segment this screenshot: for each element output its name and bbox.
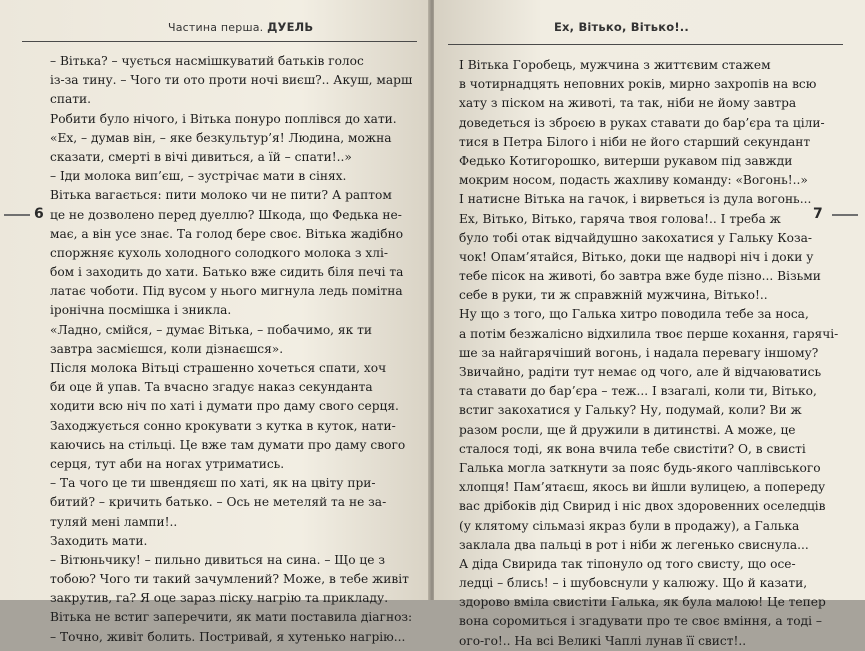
text-line: каючись на стільці. Це вже там думати про даму свого — [50, 437, 406, 452]
text-line: А діда Свирида так тіпонуло од того свисту, що осе- — [459, 556, 796, 571]
text-line: Федько Котигорошко, витерши рукавом під завжди — [459, 153, 793, 168]
text-line: Вітька не встиг заперечити, як мати поставила діагноз: — [50, 610, 413, 625]
text-line: тобою? Чого ти такий зачумлений? Може, в тебе живіт — [50, 572, 409, 587]
text-line: вона соромиться і згадувати про те своє вміння, а тоді – — [459, 614, 822, 629]
text-line: заклала два пальці в рот і ніби ж легенько свиснула... — [459, 537, 809, 552]
running-head-title: Ех, Вітько, Вітько!.. — [554, 20, 689, 34]
text-line: ходити всю ніч по хаті і думати про даму свого серця. — [50, 399, 399, 414]
header-rule — [448, 44, 843, 45]
text-line: ледці – блись! – і шубовснули у калюжу. Що й казати, — [459, 576, 808, 591]
text-line: хлопця! Пам’ятаєш, якось ви йшли вулицею, а попереду — [459, 480, 826, 495]
running-head-part: Частина перша. — [168, 21, 264, 34]
text-line: себе в руки, ти ж справжній мужчина, Вітько!.. — [459, 288, 768, 303]
left-body-text — [50, 52, 413, 647]
text-line: мокрим носом, подасть жахливу команду: «Вогонь!..» — [459, 173, 808, 188]
text-line: а потім безжалісно відхилила твоє перше кохання, гарячі- — [459, 326, 839, 341]
text-line: серця, тут аби на ногах утриматись. — [50, 456, 285, 471]
text-line: чок! Опам’ятайся, Вітько, доки ще надворі ніч і доки у — [459, 249, 814, 264]
text-line: – Вітька? – чується насмішкуватий батьків голос — [50, 54, 364, 68]
text-line: (у клятому сільмазі якраз були в продажу), а Галька — [459, 518, 800, 533]
text-line: ого-го!.. На всі Великі Чаплі лунав її свист!.. — [459, 633, 747, 648]
left-page — [0, 0, 430, 644]
text-line: в чотирнадцять неповних років, мирно захропів на всю — [459, 77, 817, 92]
text-line: би оце й упав. Та вчасно згадує наказ секунданта — [50, 380, 373, 395]
text-line: туляй мені лампи!.. — [50, 514, 178, 529]
text-line: – Іди молока вип’єш, – зустрічає мати в сінях. — [50, 169, 347, 184]
text-line: завтра засмієшся, коли дізнаєшся». — [50, 341, 284, 356]
page-number-dash — [4, 214, 30, 216]
text-line: спати. — [50, 92, 91, 107]
text-line: І натисне Вітька на гачок, і вирветься із дула вогонь... — [459, 192, 812, 207]
text-line: І Вітька Горобець, мужчина з життєвим стажем — [459, 58, 771, 72]
text-line: ше за найгарячіший вогонь, і надала перевагу іншому? — [459, 345, 819, 360]
text-line: Ех, Вітько, Вітько, гаряча твоя голова!.. І треба ж — [459, 211, 781, 226]
page-number: 7 — [813, 206, 823, 222]
text-line: «Ех, – думав він, – яке безкультур’я! Людина, можна — [50, 130, 392, 145]
text-line: разом росли, ще й дружили в дитинстві. А може, це — [459, 422, 796, 437]
text-line: було тобі отак відчайдушно закохатися у Гальку Коза- — [459, 230, 813, 245]
text-line: хату з піском на животі, та так, ніби не йому завтра — [459, 96, 797, 111]
text-line: доведеться із зброєю в руках ставати до бар’єра та ціли- — [459, 115, 825, 130]
text-line: тебе пісок на животі, бо завтра вже буде пізно... Візьми — [459, 269, 821, 284]
text-line: сказати, смерті в вічі дивиться, а їй – спати!..» — [50, 149, 352, 164]
text-line: споржняє кухоль холодного солодкого молока з хлі- — [50, 245, 389, 260]
running-head-title: ДУЕЛЬ — [267, 20, 314, 34]
text-line: – Вітюньчику! – пильно дивиться на сина. – Що це з — [50, 552, 385, 567]
left-running-head — [168, 20, 313, 34]
right-body-text — [459, 56, 841, 651]
text-line: здорово вміла свистіти Галька, як була малою! Це тепер — [459, 595, 826, 610]
text-line: сталося тоді, як вона вчила тебе свистіти? О, в свисті — [459, 441, 806, 456]
text-line: із-за тину. – Чого ти ото проти ночі виєш?.. Акуш, марш — [50, 73, 413, 88]
text-line: Заходить мати. — [50, 533, 148, 548]
text-line: Вітька вагається: пити молоко чи не пити? А раптом — [50, 188, 392, 203]
text-line: «Ладно, смійся, – думає Вітька, – побачимо, як ти — [50, 322, 372, 337]
text-line: тися в Петра Білого і ніби не його старший секундант — [459, 134, 811, 149]
text-line: Звичайно, радіти тут немає од чого, але й відчаюватись — [459, 365, 822, 379]
text-line: іронічна посмішка і зникла. — [50, 303, 232, 318]
text-line: закрутив, га? Я оце зараз піску нагрію та прикладу. — [50, 591, 389, 606]
text-line: Заходжується сонно крокувати з кутка в куток, нати- — [50, 418, 396, 433]
text-line: латає чоботи. Під вусом у нього мигнула ледь помітна — [50, 284, 403, 299]
text-line: Галька могла заткнути за пояс будь-якого чаплівського — [459, 460, 821, 475]
text-line: битий? – кричить батько. – Ось не метеляй та не за- — [50, 495, 387, 510]
right-running-head — [554, 20, 689, 34]
text-line: Ну що з того, що Галька хитро поводила тебе за носа, — [459, 307, 809, 322]
text-line: встиг закохатися у Гальку? Ну, подумай, коли? Ви ж — [459, 403, 802, 418]
text-line: – Точно, живіт болить. Постривай, я хутенько нагрію... — [50, 629, 406, 644]
text-line: вас дрібоків дід Свирид і ніс двох здоровенних оселедців — [459, 499, 826, 514]
right-page — [434, 0, 865, 648]
text-line: це не дозволено перед дуеллю? Шкода, що Федька не- — [50, 207, 402, 222]
text-line: – Та чого це ти швендяєш по хаті, як на цвіту при- — [50, 476, 376, 491]
text-line: Після молока Вітьці страшенно хочеться спати, хоч — [50, 361, 387, 375]
text-line: бом і заходить до хати. Батько вже сидить біля печі та — [50, 265, 404, 280]
text-line: має, а він усе знає. Та голод бере своє. Вітька жадібно — [50, 226, 404, 241]
page-number: 6 — [34, 206, 44, 222]
header-rule — [22, 41, 417, 42]
text-line: та ставати до бар’єра – теж... І взагалі, коли ти, Вітько, — [459, 384, 817, 399]
text-line: Робити було нічого, і Вітька понуро поплівся до хати. — [50, 111, 397, 126]
